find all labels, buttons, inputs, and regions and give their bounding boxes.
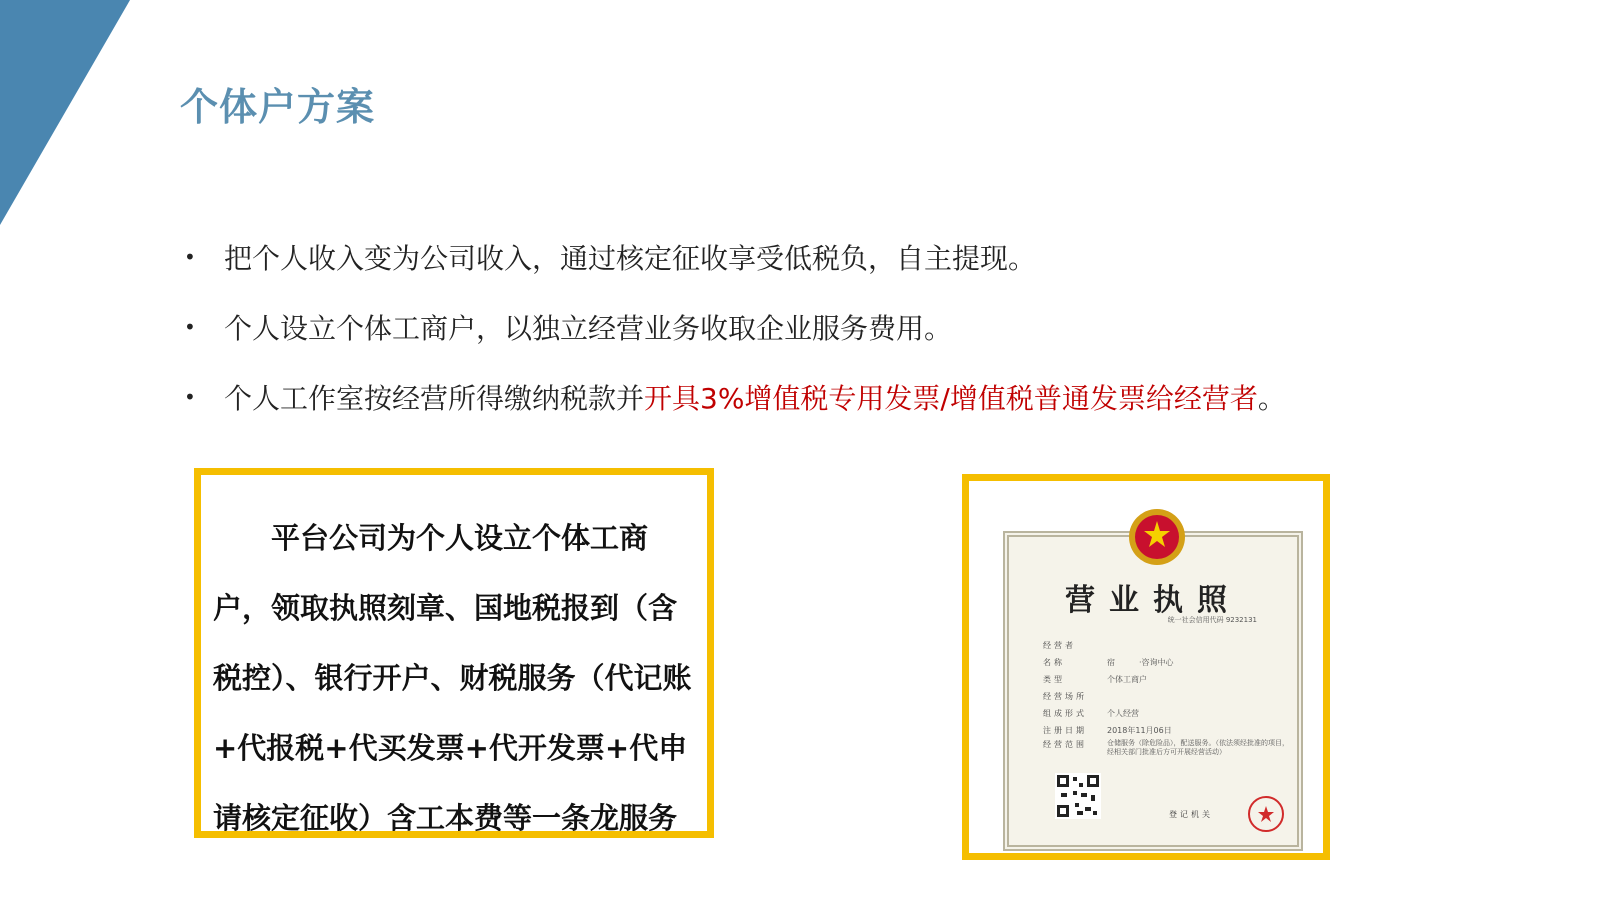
license-field [1043,739,1293,757]
license-field-value: 个体工商户 [1107,675,1147,684]
decorative-slash [0,0,140,230]
service-description-text: 平台公司为个人设立个体工商户，领取执照刻章、国地税报到（含税控）、银行开户、财税服务（代记账+代报税+代买发票+代开发票+代申请核定征收）含工本费等一条龙服务 [213,521,692,835]
bullet-item [184,292,1564,362]
bullet-text-end: 。 [1257,382,1286,415]
bullet-list [184,222,1564,432]
license-fields [1043,637,1293,757]
license-field-value: 2018年11月06日 [1107,726,1172,735]
qr-code-icon [1055,773,1101,819]
service-description-box [194,468,714,838]
license-field-label: 经营范围 [1043,740,1087,749]
bullet-text [224,377,1286,417]
bullet-dot: • [184,385,196,409]
bullet-dot: • [184,315,196,339]
bullet-dot: • [184,245,196,269]
license-field-value: 个人经营 [1107,709,1139,718]
bullet-text: 把个人收入变为公司收入，通过核定征收享受低税负，自主提现。 [224,242,1037,275]
page-title: 个体户方案 [180,85,376,129]
official-seal-icon [1247,795,1285,833]
license-field [1043,654,1293,671]
license-field-value: 仓储服务（除危险品），配送服务。（依法须经批准的项目，经相关部门批准后方可开展经营活动） [1107,739,1289,756]
bullet-text-highlight: 开具3%增值税专用发票/增值税普通发票给经营者 [644,382,1258,415]
bullet-text: 个人设立个体工商户，以独立经营业务收取企业服务费用。 [224,312,953,345]
license-field-label: 名称 [1043,658,1065,667]
license-field-label: 类型 [1043,675,1065,684]
business-license-frame [962,474,1330,860]
bullet-text-start: 个人工作室按经营所得缴纳税款并 [224,382,645,415]
bullet-item [184,222,1564,292]
national-emblem-icon [1127,507,1187,567]
bullet-item [184,362,1564,432]
license-field-value: 宿 ·咨询中心 [1107,658,1174,667]
license-field-label: 注册日期 [1043,726,1087,735]
license-field-label: 经营场所 [1043,692,1087,701]
license-field [1043,671,1293,688]
license-credit-code: 统一社会信用代码 9232131 [1167,616,1257,624]
business-license-image [1003,531,1303,851]
license-field [1043,688,1293,705]
license-field [1043,705,1293,722]
license-field [1043,637,1293,654]
license-authority: 登记机关 [1169,810,1213,819]
license-field-label: 组成形式 [1043,709,1087,718]
license-field [1043,722,1293,739]
license-field-label: 经营者 [1043,641,1076,650]
license-title: 营业执照 [1065,583,1241,618]
